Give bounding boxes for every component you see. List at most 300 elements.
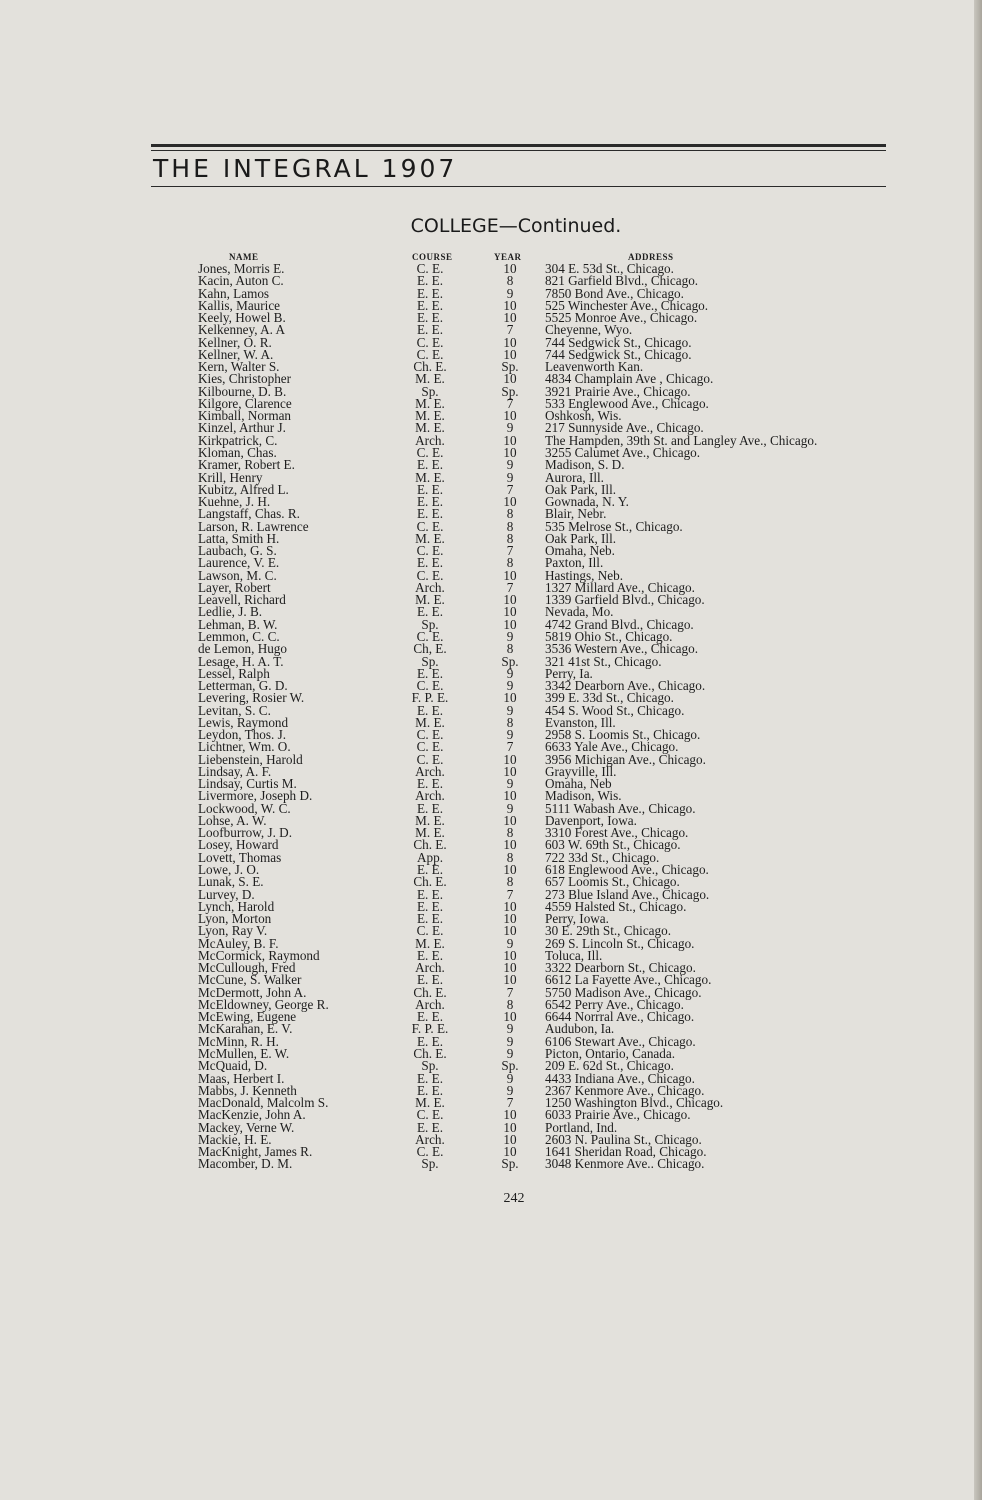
list-item <box>0 1023 982 1035</box>
student-name: Lewis, Raymond <box>198 714 289 730</box>
list-item <box>0 1146 982 1158</box>
student-name: Leavell, Richard <box>198 592 286 608</box>
student-course: C. E. <box>416 678 444 694</box>
list-item <box>0 886 982 902</box>
student-year: 10 <box>503 261 517 276</box>
student-address: 6033 Prairie Ave., Chicago. <box>545 1107 691 1123</box>
list-item <box>0 1158 982 1170</box>
student-year: 10 <box>503 310 517 326</box>
list-item <box>0 1097 982 1109</box>
list-item <box>0 643 982 655</box>
student-name: McEwing, Eugene <box>198 1009 297 1025</box>
student-course: F. P. E. <box>411 1021 449 1037</box>
student-address: 3322 Dearborn St., Chicago. <box>545 960 696 976</box>
student-name: Losey, Howard <box>198 837 279 853</box>
student-course: Sp. <box>421 616 439 632</box>
student-name: McQuaid, D. <box>198 1058 268 1074</box>
student-year: 10 <box>503 334 517 350</box>
student-name: McDermott, John A. <box>198 984 307 1000</box>
student-address: Perry, Iowa. <box>545 911 609 927</box>
student-address: 7850 Bond Ave., Chicago. <box>545 285 684 301</box>
student-name: de Lemon, Hugo <box>198 641 287 657</box>
list-item <box>0 508 982 520</box>
student-name: Kellner, O. R. <box>198 334 272 350</box>
student-year: 9 <box>506 1082 514 1098</box>
student-course: M. E. <box>415 825 445 841</box>
student-name: Kimball, Norman <box>198 408 292 424</box>
list-item <box>0 714 982 730</box>
student-course: E. E. <box>416 1009 443 1025</box>
student-name: Lindsay, Curtis M. <box>198 776 297 792</box>
student-name: Kern, Walter S. <box>198 359 280 375</box>
student-course: C. E. <box>416 543 444 559</box>
student-name: Kacin, Auton C. <box>198 273 284 289</box>
student-name: Kelkenney, A. A <box>198 322 286 338</box>
student-year: 8 <box>506 273 514 289</box>
student-year: 7 <box>506 579 514 595</box>
list-item <box>0 579 982 595</box>
list-item <box>0 324 982 336</box>
student-name: Lichtner, Wm. O. <box>198 739 291 755</box>
student-address: Oak Park, Ill. <box>545 530 617 546</box>
student-year: 9 <box>506 665 514 681</box>
student-course: E. E. <box>416 297 443 313</box>
student-address: 6633 Yale Ave., Chicago. <box>545 739 679 755</box>
list-item <box>0 763 982 779</box>
student-year: 10 <box>503 911 517 927</box>
student-course: E. E. <box>416 322 443 338</box>
list-item <box>0 665 982 681</box>
student-year: 10 <box>503 1144 517 1160</box>
student-name: Lyon, Ray V. <box>198 923 268 939</box>
student-name: Letterman, G. D. <box>198 678 288 694</box>
student-name: MacKnight, James R. <box>198 1144 313 1160</box>
student-course: C. E. <box>416 1107 444 1123</box>
student-name: McAuley, B. F. <box>198 935 279 951</box>
student-course: E. E. <box>416 972 443 988</box>
student-course: Sp. <box>421 1156 439 1172</box>
student-address: 304 E. 53d St., Chicago. <box>545 261 674 276</box>
list-item <box>0 984 982 1000</box>
student-address: 30 E. 29th St., Chicago. <box>545 923 672 939</box>
student-address: 821 Garfield Blvd., Chicago. <box>545 273 699 289</box>
student-course: E. E. <box>416 1082 443 1098</box>
student-name: Larson, R. Lawrence <box>198 518 309 534</box>
student-address: Oshkosh, Wis. <box>545 408 622 424</box>
student-year: 9 <box>506 702 514 718</box>
student-name: Macomber, D. M. <box>198 1156 293 1172</box>
student-course: C. E. <box>416 727 444 743</box>
list-item <box>0 898 982 914</box>
list-item <box>0 545 982 557</box>
student-name: MacDonald, Malcolm S. <box>198 1095 329 1111</box>
student-name: Kilbourne, D. B. <box>198 383 287 399</box>
student-course: E. E. <box>416 886 443 902</box>
student-course: E. E. <box>416 457 443 473</box>
student-address: Hastings, Neb. <box>545 567 624 583</box>
student-name: Lowe, J. O. <box>198 862 260 878</box>
student-year: 10 <box>503 346 517 362</box>
student-course: M. E. <box>415 408 445 424</box>
student-address: Leavenworth Kan. <box>545 359 644 375</box>
student-address: 3536 Western Ave., Chicago. <box>545 641 699 657</box>
student-course: Ch, E. <box>413 641 447 657</box>
student-address: Paxton, Ill. <box>545 555 604 571</box>
student-name: Keely, Howel B. <box>198 310 286 326</box>
student-course: Arch. <box>415 1131 445 1147</box>
student-name: Lesage, H. A. T. <box>198 653 284 669</box>
student-year: 9 <box>506 1046 514 1061</box>
student-course: E. E. <box>416 702 443 718</box>
list-item <box>0 680 982 692</box>
student-course: C. E. <box>416 518 444 534</box>
column-header-year: YEAR <box>494 252 522 262</box>
student-name: Leydon, Thos. J. <box>198 727 287 743</box>
list-item <box>0 913 982 925</box>
student-address: Davenport, Iowa. <box>545 812 637 828</box>
student-year: 9 <box>506 420 514 436</box>
list-item <box>0 751 982 767</box>
student-address: Audubon, Ia. <box>545 1021 615 1037</box>
list-item <box>0 496 982 508</box>
student-address: 3255 Calumet Ave., Chicago. <box>545 444 701 460</box>
student-course: Sp. <box>421 1058 439 1074</box>
student-course: E. E. <box>416 947 443 963</box>
student-course: M. E. <box>415 420 445 436</box>
student-address: Grayville, Ill. <box>545 763 617 779</box>
student-course: Ch. E. <box>413 837 447 853</box>
student-year: 10 <box>503 567 517 583</box>
student-name: Lynch, Harold <box>198 898 275 914</box>
student-address: 6542 Perry Ave., Chicago. <box>545 996 684 1012</box>
list-item <box>0 1048 982 1060</box>
student-name: Liebenstein, Harold <box>198 751 303 767</box>
student-year: 7 <box>506 322 514 338</box>
student-year: 10 <box>503 788 517 804</box>
list-item <box>0 925 982 937</box>
student-year: 10 <box>503 763 517 779</box>
student-year: 9 <box>506 800 514 816</box>
student-name: Livermore, Joseph D. <box>198 788 313 804</box>
student-name: Laubach, G. S. <box>198 543 277 559</box>
student-course: App. <box>416 849 443 865</box>
student-year: 10 <box>503 1131 517 1147</box>
student-name: Kellner, W. A. <box>198 346 274 362</box>
student-name: McCormick, Raymond <box>198 947 320 963</box>
student-address: 603 W. 69th St., Chicago. <box>545 837 681 853</box>
student-name: Kahn, Lamos <box>198 285 270 301</box>
student-name: Mackey, Verne W. <box>198 1119 295 1135</box>
student-course: Ch. E. <box>413 984 447 1000</box>
student-course: Arch. <box>415 432 445 448</box>
student-address: 4742 Grand Blvd., Chicago. <box>545 616 694 632</box>
student-year: 10 <box>503 812 517 828</box>
student-course: E. E. <box>416 555 443 571</box>
student-course: E. E. <box>416 776 443 792</box>
list-item <box>0 1070 982 1086</box>
student-address: Blair, Nebr. <box>545 506 607 522</box>
student-address: 3342 Dearborn Ave., Chicago. <box>545 678 706 694</box>
list-item <box>0 1082 982 1098</box>
student-course: C. E. <box>416 346 444 362</box>
student-name: Lunak, S. E. <box>198 874 264 890</box>
student-course: M. E. <box>415 714 445 730</box>
student-year: 10 <box>503 1119 517 1135</box>
student-address: Perry, Ia. <box>545 665 593 681</box>
student-year: 7 <box>506 739 514 755</box>
student-course: E. E. <box>416 1070 443 1086</box>
student-year: 7 <box>506 481 514 497</box>
list-item <box>0 800 982 816</box>
list-item <box>0 876 982 888</box>
student-address: 273 Blue Island Ave., Chicago. <box>545 886 710 902</box>
student-address: Evanston, Ill. <box>545 714 616 730</box>
list-item <box>0 297 982 313</box>
list-item <box>0 616 982 632</box>
student-course: E. E. <box>416 273 443 289</box>
student-name: Kilgore, Clarence <box>198 395 292 411</box>
list-item <box>0 481 982 497</box>
student-address: Nevada, Mo. <box>545 604 614 620</box>
student-year: 10 <box>503 972 517 988</box>
list-item <box>0 628 982 644</box>
list-item <box>0 410 982 422</box>
student-address: 209 E. 62d St., Chicago. <box>545 1058 674 1074</box>
student-address: Oak Park, Ill. <box>545 481 617 497</box>
student-year: 10 <box>503 408 517 424</box>
student-address: 3310 Forest Ave., Chicago. <box>545 825 689 841</box>
student-address: 1641 Sheridan Road, Chicago. <box>545 1144 707 1160</box>
student-course: E. E. <box>416 898 443 914</box>
student-course: C. E. <box>416 923 444 939</box>
student-course: E. E. <box>416 862 443 878</box>
student-address: Gownada, N. Y. <box>545 494 629 510</box>
student-address: 4433 Indiana Ave., Chicago. <box>545 1070 695 1086</box>
list-item <box>0 839 982 851</box>
student-address: 722 33d St., Chicago. <box>545 849 660 865</box>
student-year: 8 <box>506 825 514 841</box>
list-item <box>0 974 982 986</box>
list-item <box>0 692 982 704</box>
student-address: Madison, S. D. <box>545 457 625 473</box>
list-item <box>0 285 982 301</box>
list-item <box>0 996 982 1012</box>
student-course: E. E. <box>416 1033 443 1049</box>
student-course: Ch. E. <box>413 874 447 890</box>
list-item <box>0 827 982 839</box>
student-course: M. E. <box>415 1095 445 1111</box>
student-year: 9 <box>506 469 514 485</box>
student-course: M. E. <box>415 395 445 411</box>
student-address: 533 Englewood Ave., Chicago. <box>545 395 709 411</box>
student-course: E. E. <box>416 1119 443 1135</box>
list-item <box>0 334 982 350</box>
student-address: 269 S. Lincoln St., Chicago. <box>545 935 695 951</box>
student-name: Kuehne, J. H. <box>198 494 271 510</box>
student-course: F. P. E. <box>411 690 449 706</box>
list-item <box>0 864 982 876</box>
column-header-address: ADDRESS <box>628 252 674 262</box>
student-course: E. E. <box>416 310 443 326</box>
student-year: 8 <box>506 641 514 657</box>
student-course: Ch. E. <box>413 359 447 375</box>
student-address: 217 Sunnyside Ave., Chicago. <box>545 420 704 436</box>
student-name: Kies, Christopher <box>198 371 292 387</box>
student-address: 618 Englewood Ave., Chicago. <box>545 862 709 878</box>
student-address: 2367 Kenmore Ave., Chicago. <box>545 1082 705 1098</box>
student-name: Levering, Rosier W. <box>198 690 305 706</box>
list-item <box>0 567 982 583</box>
running-header: THE INTEGRAL 1907 <box>153 154 458 183</box>
list-item <box>0 432 982 448</box>
column-header-course: COURSE <box>412 252 453 262</box>
student-course: Arch. <box>415 960 445 976</box>
student-address: 6644 Norrral Ave., Chicago. <box>545 1009 695 1025</box>
student-name: Lemmon, C. C. <box>198 628 280 644</box>
student-address: 525 Winchester Ave., Chicago. <box>545 297 709 313</box>
student-year: 10 <box>503 690 517 706</box>
list-item <box>0 361 982 373</box>
list-item <box>0 1109 982 1121</box>
student-name: Levitan, S. C. <box>198 702 271 718</box>
list-item <box>0 1033 982 1049</box>
student-year: 7 <box>506 886 514 902</box>
student-name: Kinzel, Arthur J. <box>198 420 286 436</box>
student-course: E. E. <box>416 665 443 681</box>
student-name: Lurvey, D. <box>198 886 255 902</box>
student-course: Arch. <box>415 763 445 779</box>
student-name: Kramer, Robert E. <box>198 457 295 473</box>
list-item <box>0 459 982 471</box>
student-name: Kubitz, Alfred L. <box>198 481 289 497</box>
student-year: 8 <box>506 714 514 730</box>
student-course: C. E. <box>416 334 444 350</box>
student-name: Ledlie, J. B. <box>198 604 263 620</box>
student-list <box>0 263 982 1171</box>
student-year: Sp. <box>501 359 519 375</box>
student-address: 535 Melrose St., Chicago. <box>545 518 683 534</box>
list-item <box>0 518 982 534</box>
student-course: M. E. <box>415 469 445 485</box>
student-course: Sp. <box>421 653 439 669</box>
student-course: C. E. <box>416 261 444 276</box>
list-item <box>0 422 982 434</box>
student-name: McCullough, Fred <box>198 960 296 976</box>
student-year: 8 <box>506 849 514 865</box>
student-year: 9 <box>506 678 514 694</box>
student-year: 10 <box>503 1009 517 1025</box>
student-address: 3048 Kenmore Ave.. Chicago. <box>545 1156 705 1172</box>
list-item <box>0 606 982 618</box>
list-item <box>0 1011 982 1023</box>
student-course: E. E. <box>416 285 443 301</box>
student-year: 10 <box>503 616 517 632</box>
student-address: Aurora, Ill. <box>545 469 604 485</box>
list-item <box>0 530 982 546</box>
student-course: E. E. <box>416 800 443 816</box>
student-address: Picton, Ontario, Canada. <box>545 1046 676 1061</box>
header-rule-bottom <box>151 186 886 187</box>
student-year: 8 <box>506 506 514 522</box>
student-year: 10 <box>503 898 517 914</box>
student-name: Lehman, B. W. <box>198 616 278 632</box>
student-name: Lohse, A. W. <box>198 812 267 828</box>
list-item <box>0 557 982 569</box>
student-course: M. E. <box>415 592 445 608</box>
column-header-name: NAME <box>229 252 259 262</box>
student-name: McKarahan, E. V. <box>198 1021 293 1037</box>
student-address: Cheyenne, Wyo. <box>545 322 633 338</box>
student-year: 9 <box>506 285 514 301</box>
student-year: 9 <box>506 457 514 473</box>
student-address: 5525 Monroe Ave., Chicago. <box>545 310 698 326</box>
list-item <box>0 1119 982 1135</box>
student-course: E. E. <box>416 911 443 927</box>
student-course: C. E. <box>416 444 444 460</box>
student-name: MacKenzie, John A. <box>198 1107 306 1123</box>
student-year: Sp. <box>501 653 519 669</box>
student-course: Arch. <box>415 788 445 804</box>
student-name: Lawson, M. C. <box>198 567 277 583</box>
student-name: McMullen, E. W. <box>198 1046 290 1061</box>
student-address: 321 41st St., Chicago. <box>545 653 662 669</box>
student-course: E. E. <box>416 481 443 497</box>
student-year: 8 <box>506 996 514 1012</box>
list-item <box>0 1131 982 1147</box>
student-address: 1250 Washington Blvd., Chicago. <box>545 1095 724 1111</box>
student-address: Omaha, Neb. <box>545 543 615 559</box>
student-year: 9 <box>506 776 514 792</box>
student-name: Mabbs, J. Kenneth <box>198 1082 297 1098</box>
student-name: Mackie, H. E. <box>198 1131 272 1147</box>
list-item <box>0 790 982 802</box>
student-course: C. E. <box>416 1144 444 1160</box>
student-course: M. E. <box>415 935 445 951</box>
student-course: M. E. <box>415 812 445 828</box>
student-name: McEldowney, George R. <box>198 996 329 1012</box>
student-name: Latta, Smith H. <box>198 530 280 546</box>
list-item <box>0 702 982 718</box>
student-name: Lindsay, A. F. <box>198 763 272 779</box>
student-name: Loofburrow, J. D. <box>198 825 293 841</box>
student-address: 5111 Wabash Ave., Chicago. <box>545 800 696 816</box>
list-item <box>0 383 982 399</box>
student-address: Toluca, Ill. <box>545 947 603 963</box>
student-address: 744 Sedgwick St., Chicago. <box>545 346 692 362</box>
student-course: E. E. <box>416 604 443 620</box>
list-item <box>0 594 982 606</box>
list-item <box>0 947 982 963</box>
list-item <box>0 935 982 951</box>
student-address: Omaha, Neb <box>545 776 612 792</box>
student-address: 6106 Stewart Ave., Chicago. <box>545 1033 696 1049</box>
student-course: M. E. <box>415 371 445 387</box>
student-year: 8 <box>506 555 514 571</box>
student-name: Lovett, Thomas <box>198 849 282 865</box>
list-item <box>0 312 982 324</box>
student-course: C. E. <box>416 751 444 767</box>
student-course: M. E. <box>415 530 445 546</box>
student-address: 4559 Halsted St., Chicago. <box>545 898 687 914</box>
student-year: 10 <box>503 837 517 853</box>
student-name: Layer, Robert <box>198 579 271 595</box>
student-address: 5819 Ohio St., Chicago. <box>545 628 673 644</box>
list-item <box>0 741 982 753</box>
student-year: 9 <box>506 1021 514 1037</box>
student-name: Krill, Henry <box>198 469 263 485</box>
student-year: 10 <box>503 604 517 620</box>
list-item <box>0 653 982 669</box>
